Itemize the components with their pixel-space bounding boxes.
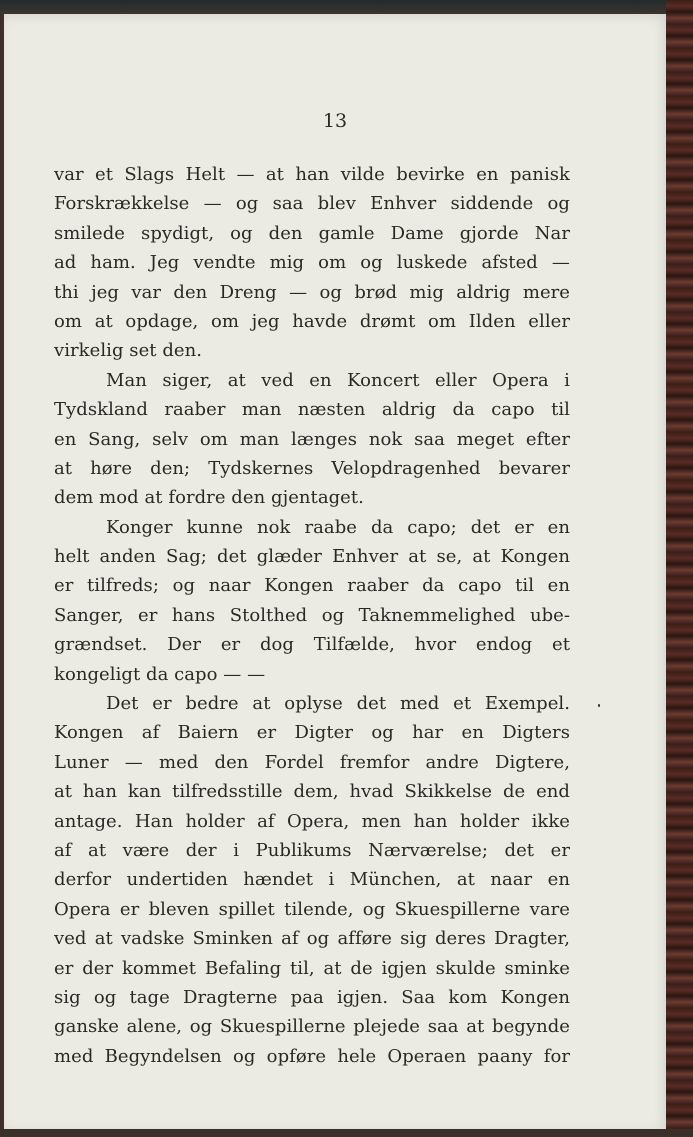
text-line: ad ham. Jeg vendte mig om og luskede afsted — bbox=[54, 252, 570, 274]
text-line: sig og tage Dragterne paa igjen. Saa kom Kongen bbox=[54, 986, 570, 1008]
text-line-paragraph-start: Konger kunne nok raabe da capo; det er en bbox=[106, 516, 570, 538]
text-line: Forskrækkelse — og saa blev Enhver siddende og bbox=[54, 193, 570, 215]
text-line: en Sang, selv om man længes nok saa meget efter bbox=[54, 428, 570, 450]
text-line-paragraph-end: virkelig set den. bbox=[54, 340, 203, 362]
text-line: med Begyndelsen og opføre hele Operaen paany for bbox=[54, 1045, 570, 1067]
text-line: at høre den; Tydskernes Velopdragenhed bevarer bbox=[54, 457, 570, 479]
text-line: af at være der i Publikums Nærværelse; det er bbox=[54, 839, 570, 861]
text-line-paragraph-start: Det er bedre at oplyse det med et Exempel. bbox=[106, 693, 570, 715]
text-line: Sanger, er hans Stolthed og Taknemmelighed ube- bbox=[54, 604, 570, 626]
text-line: var et Slags Helt — at han vilde bevirke en panisk bbox=[54, 164, 570, 185]
text-line: antage. Han holder af Opera, men han holder ikke bbox=[54, 810, 570, 832]
text-line: derfor undertiden hændet i München, at naar en bbox=[54, 869, 570, 891]
text-line: er tilfreds; og naar Kongen raaber da capo til en bbox=[54, 575, 570, 597]
text-line: Opera er bleven spillet tilende, og Skuespillerne vare bbox=[54, 898, 570, 920]
scan-top-edge bbox=[0, 0, 693, 14]
text-line: ganske alene, og Skuespillerne plejede saa at begynde bbox=[54, 1016, 570, 1038]
text-line: ved at vadske Sminken af og afføre sig deres Dragter, bbox=[54, 928, 570, 950]
text-line: grændset. Der er dog Tilfælde, hvor endog et bbox=[54, 634, 570, 656]
paper-blemish bbox=[598, 704, 600, 707]
body-text bbox=[54, 160, 570, 1071]
page-number: 13 bbox=[322, 110, 348, 132]
book-cover-edge bbox=[666, 0, 693, 1137]
text-line: om at opdage, om jeg havde drømt om Ilden eller bbox=[54, 310, 570, 332]
text-line-paragraph-end: dem mod at fordre den gjentaget. bbox=[54, 487, 364, 509]
text-line-paragraph-start: Man siger, at ved en Koncert eller Opera i bbox=[106, 369, 570, 391]
text-line: Luner — med den Fordel fremfor andre Digtere, bbox=[54, 751, 570, 773]
scan-bottom-edge bbox=[0, 1129, 693, 1137]
text-line: at han kan tilfredsstille dem, hvad Skikkelse de end bbox=[54, 781, 570, 803]
text-line: helt anden Sag; det glæder Enhver at se, at Kongen bbox=[54, 546, 570, 568]
text-line: thi jeg var den Dreng — og brød mig aldrig mere bbox=[54, 281, 570, 303]
paper-page bbox=[4, 14, 666, 1129]
text-line: Kongen af Baiern er Digter og har en Digters bbox=[54, 722, 570, 744]
text-line: Tydskland raaber man næsten aldrig da capo til bbox=[54, 399, 570, 421]
text-line: smilede spydigt, og den gamle Dame gjorde Nar bbox=[54, 222, 570, 244]
text-line: er der kommet Befaling til, at de igjen skulde sminke bbox=[54, 957, 570, 979]
text-line-paragraph-end: kongeligt da capo — — bbox=[54, 663, 266, 685]
